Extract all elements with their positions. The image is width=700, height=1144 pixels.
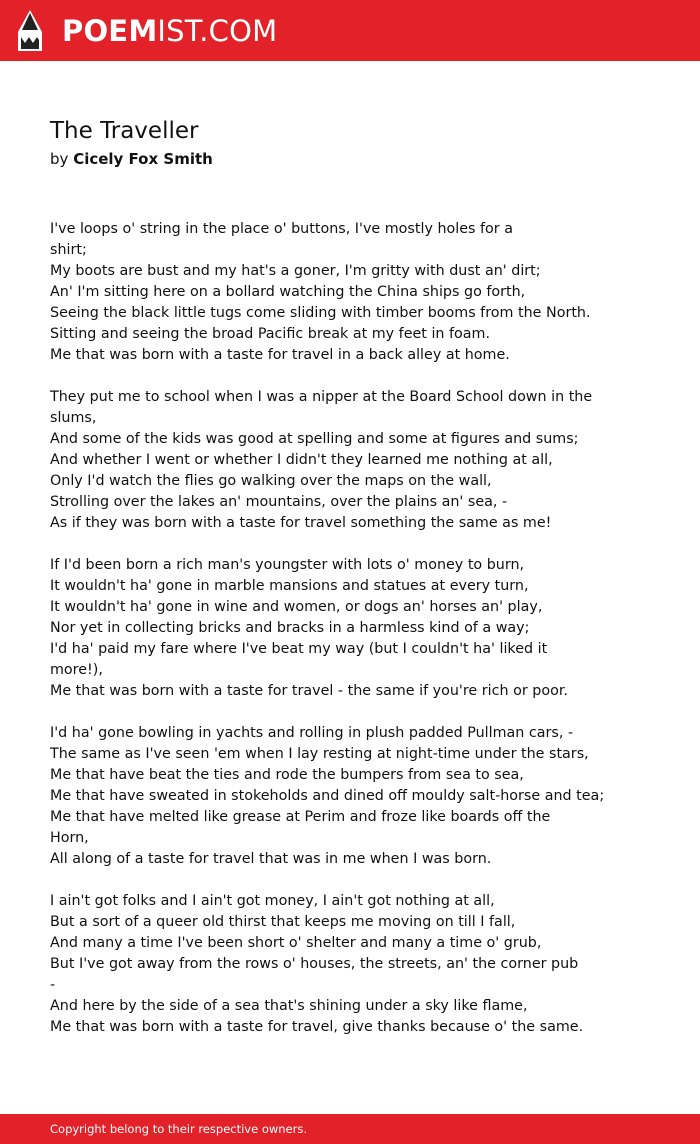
poem-line: If I'd been born a rich man's youngster with lots o' money to burn, <box>50 557 525 573</box>
poem-line: But I've got away from the rows o' houses, the streets, an' the corner pub <box>50 956 579 972</box>
poem-line: Me that was born with a taste for travel in a back alley at home. <box>50 347 510 363</box>
poem-stanza <box>50 723 605 870</box>
poem-line: As if they was born with a taste for travel something the same as me! <box>50 515 552 531</box>
poem-byline <box>50 148 213 170</box>
poem-stanza <box>50 891 590 1038</box>
poem-line: Horn, <box>50 830 89 846</box>
site-header <box>0 0 700 61</box>
poem-line: Sitting and seeing the broad Pacific break at my feet in foam. <box>50 326 491 342</box>
poem-line: All along of a taste for travel that was in me when I was born. <box>50 851 492 867</box>
poem-line: Me that have melted like grease at Perim and froze like boards off the <box>50 809 551 825</box>
poem-title: The Traveller <box>50 118 199 144</box>
poem-line: shirt; <box>50 242 87 258</box>
poem-line: Me that was born with a taste for travel - the same if you're rich or poor. <box>50 683 568 699</box>
poem-line: Strolling over the lakes an' mountains, over the plains an' sea, - <box>50 494 508 510</box>
poem-line: I'd ha' gone bowling in yachts and rolling in plush padded Pullman cars, - <box>50 725 574 741</box>
poem-line: I ain't got folks and I ain't got money, I ain't got nothing at all, <box>50 893 495 909</box>
poem-line: I'd ha' paid my fare where I've beat my way (but I couldn't ha' liked it <box>50 641 548 657</box>
poem-line: slums, <box>50 410 97 426</box>
logo-wordmark-bold: POEM <box>62 14 158 48</box>
poem-line: Me that have beat the ties and rode the bumpers from sea to sea, <box>50 767 524 783</box>
poem-line: - <box>50 977 56 993</box>
poem-stanza <box>50 387 593 534</box>
by-label: by <box>50 150 69 168</box>
poem-line: Nor yet in collecting bricks and bracks in a harmless kind of a way; <box>50 620 530 636</box>
poem-line: It wouldn't ha' gone in wine and women, or dogs an' horses an' play, <box>50 599 543 615</box>
pencil-tip-icon[interactable] <box>18 10 42 51</box>
poem-line: And here by the side of a sea that's shining under a sky like flame, <box>50 998 528 1014</box>
poem-line: Me that have sweated in stokeholds and dined off mouldy salt-horse and tea; <box>50 788 605 804</box>
poem-stanza <box>50 555 590 702</box>
site-footer <box>0 1114 700 1144</box>
poem-line: Seeing the black little tugs come sliding with timber booms from the North. <box>50 305 591 321</box>
poem-stanza <box>50 219 590 366</box>
poem-line: The same as I've seen 'em when I lay resting at night-time under the stars, <box>50 746 589 762</box>
poem-line: more!), <box>50 662 103 678</box>
poem-line: Only I'd watch the flies go walking over the maps on the wall, <box>50 473 492 489</box>
poem-line: And many a time I've been short o' shelter and many a time o' grub, <box>50 935 542 951</box>
poem-line: It wouldn't ha' gone in marble mansions and statues at every turn, <box>50 578 529 594</box>
poem-line: And whether I went or whether I didn't they learned me nothing at all, <box>50 452 553 468</box>
poem-line: And some of the kids was good at spelling and some at figures and sums; <box>50 431 579 447</box>
poem-line: Me that was born with a taste for travel, give thanks because o' the same. <box>50 1019 584 1035</box>
poem-line: My boots are bust and my hat's a goner, I'm gritty with dust an' dirt; <box>50 263 541 279</box>
copyright-notice: Copyright belong to their respective owners. <box>50 1122 308 1136</box>
author-name: Cicely Fox Smith <box>73 150 213 168</box>
poem-line: But a sort of a queer old thirst that keeps me moving on till I fall, <box>50 914 516 930</box>
site-logo-link[interactable] <box>62 11 277 51</box>
poem-body <box>50 219 605 1059</box>
logo-wordmark-light: IST.COM <box>157 14 278 48</box>
poem-line: An' I'm sitting here on a bollard watching the China ships go forth, <box>50 284 526 300</box>
poem-line: I've loops o' string in the place o' buttons, I've mostly holes for a <box>50 221 513 237</box>
poem-line: They put me to school when I was a nipper at the Board School down in the <box>50 389 593 405</box>
